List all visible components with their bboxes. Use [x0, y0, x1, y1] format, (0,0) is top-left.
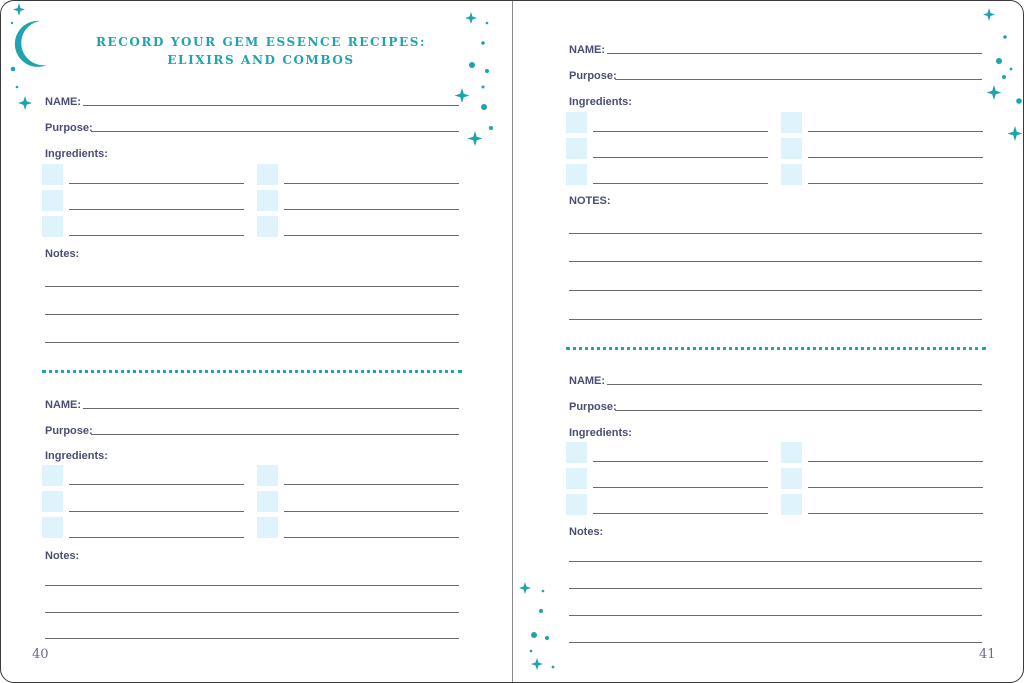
notes-line[interactable]: [45, 286, 459, 287]
notes-line[interactable]: [569, 290, 982, 291]
purpose-field[interactable]: [91, 434, 459, 435]
name-label: NAME:: [569, 375, 606, 387]
purpose-field[interactable]: [615, 410, 982, 411]
ingredient-checkbox[interactable]: [781, 138, 802, 159]
ingredients-label: Ingredients:: [569, 96, 632, 108]
ingredient-checkbox[interactable]: [781, 112, 802, 133]
ingredient-checkbox[interactable]: [566, 138, 587, 159]
ingredient-field[interactable]: [69, 511, 244, 512]
ingredient-field[interactable]: [284, 484, 459, 485]
star-icon: [455, 88, 470, 103]
star-icon: [468, 131, 483, 146]
notes-line[interactable]: [45, 612, 459, 613]
ingredient-field[interactable]: [593, 487, 768, 488]
star-icon: [13, 3, 25, 16]
notes-line[interactable]: [569, 561, 982, 562]
notes-label: Notes:: [45, 550, 80, 562]
crescent-moon-icon: [15, 21, 47, 67]
star-icon: [519, 582, 531, 594]
purpose-label: Purpose:: [45, 425, 93, 437]
dotted-divider: [566, 347, 986, 350]
dot-icon: [996, 58, 1002, 64]
ingredient-field[interactable]: [284, 511, 459, 512]
notes-line[interactable]: [45, 585, 459, 586]
dot-icon: [539, 609, 543, 613]
notes-label: Notes:: [569, 526, 604, 538]
name-field[interactable]: [83, 408, 459, 409]
dot-icon: [531, 632, 537, 638]
ingredient-checkbox[interactable]: [781, 494, 802, 515]
dot-icon: [481, 41, 485, 45]
star-icon: [987, 85, 1002, 100]
purpose-label: Purpose:: [569, 401, 617, 413]
name-label: NAME:: [45, 96, 82, 108]
purpose-label: Purpose:: [45, 122, 93, 134]
ingredient-checkbox[interactable]: [257, 164, 278, 185]
ingredient-checkbox[interactable]: [42, 164, 63, 185]
ingredient-field[interactable]: [69, 484, 244, 485]
ingredient-checkbox[interactable]: [566, 442, 587, 463]
ingredient-field[interactable]: [593, 461, 768, 462]
ingredient-field[interactable]: [284, 209, 459, 210]
dotted-divider: [42, 370, 462, 373]
ingredient-checkbox[interactable]: [566, 112, 587, 133]
star-icon: [465, 12, 477, 24]
dot-icon: [530, 650, 533, 653]
star-icon: [18, 96, 32, 110]
dot-icon: [1002, 75, 1006, 79]
notes-line[interactable]: [569, 588, 982, 589]
ingredient-field[interactable]: [808, 183, 983, 184]
ingredients-label: Ingredients:: [45, 148, 108, 160]
ingredient-field[interactable]: [284, 183, 459, 184]
ingredient-field[interactable]: [808, 131, 983, 132]
ingredient-checkbox[interactable]: [781, 164, 802, 185]
ingredient-field[interactable]: [593, 513, 768, 514]
dot-icon: [485, 69, 489, 73]
star-icon: [531, 658, 543, 670]
ingredient-field[interactable]: [69, 537, 244, 538]
purpose-field[interactable]: [91, 131, 459, 132]
page-title: RECORD YOUR GEM ESSENCE RECIPES:: [95, 35, 427, 49]
name-label: NAME:: [569, 44, 606, 56]
ingredient-checkbox[interactable]: [257, 517, 278, 538]
dot-icon: [489, 126, 493, 130]
dot-icon: [552, 666, 555, 669]
ingredient-field[interactable]: [284, 235, 459, 236]
ingredients-label: Ingredients:: [569, 427, 632, 439]
name-label: NAME:: [45, 399, 82, 411]
ingredient-checkbox[interactable]: [257, 465, 278, 486]
star-icon: [983, 8, 995, 21]
ingredient-checkbox[interactable]: [257, 190, 278, 211]
ingredient-field[interactable]: [593, 157, 768, 158]
ingredient-checkbox[interactable]: [781, 442, 802, 463]
ingredient-checkbox[interactable]: [257, 491, 278, 512]
notes-line[interactable]: [569, 615, 982, 616]
ingredient-field[interactable]: [69, 209, 244, 210]
notes-line[interactable]: [569, 319, 982, 320]
ingredient-field[interactable]: [593, 183, 768, 184]
notes-line[interactable]: [569, 233, 982, 234]
ingredient-field[interactable]: [808, 513, 983, 514]
name-field[interactable]: [607, 53, 982, 54]
ingredient-checkbox[interactable]: [42, 216, 63, 237]
dot-icon: [481, 104, 487, 110]
dot-icon: [11, 22, 13, 24]
notes-line[interactable]: [569, 642, 982, 643]
ingredient-field[interactable]: [69, 183, 244, 184]
notes-label: NOTES:: [569, 195, 611, 207]
dot-icon: [482, 86, 485, 89]
dot-icon: [545, 636, 549, 640]
dot-icon: [1010, 68, 1013, 71]
ingredient-checkbox[interactable]: [257, 216, 278, 237]
ingredient-checkbox[interactable]: [566, 468, 587, 489]
notes-line[interactable]: [45, 638, 459, 639]
ingredient-checkbox[interactable]: [566, 494, 587, 515]
page-number: 40: [32, 647, 49, 662]
dot-icon: [1016, 98, 1022, 104]
ingredient-field[interactable]: [284, 537, 459, 538]
ingredient-checkbox[interactable]: [42, 190, 63, 211]
purpose-label: Purpose:: [569, 70, 617, 82]
notes-line[interactable]: [569, 261, 982, 262]
ingredient-checkbox[interactable]: [781, 468, 802, 489]
ingredient-field[interactable]: [593, 131, 768, 132]
ingredient-field[interactable]: [808, 487, 983, 488]
dot-icon: [11, 67, 16, 72]
ingredient-field[interactable]: [69, 235, 244, 236]
book-spine: [512, 1, 513, 682]
notes-label: Notes:: [45, 248, 80, 260]
star-icon: [1008, 126, 1023, 141]
ingredient-checkbox[interactable]: [42, 491, 63, 512]
ingredients-label: Ingredients:: [45, 450, 108, 462]
notes-line[interactable]: [45, 314, 459, 315]
dot-icon: [469, 62, 475, 68]
name-field[interactable]: [83, 105, 459, 106]
purpose-field[interactable]: [615, 79, 982, 80]
ingredient-checkbox[interactable]: [42, 465, 63, 486]
ingredient-field[interactable]: [808, 157, 983, 158]
dot-icon: [1003, 35, 1007, 39]
dot-icon: [486, 22, 489, 25]
dot-icon: [16, 86, 19, 89]
ingredient-checkbox[interactable]: [566, 164, 587, 185]
name-field[interactable]: [607, 384, 982, 385]
notes-line[interactable]: [45, 342, 459, 343]
page-subtitle: ELIXIRS AND COMBOS: [167, 53, 355, 67]
ingredient-checkbox[interactable]: [42, 517, 63, 538]
dot-icon: [542, 590, 545, 593]
page-number: 41: [979, 647, 996, 662]
ingredient-field[interactable]: [808, 461, 983, 462]
